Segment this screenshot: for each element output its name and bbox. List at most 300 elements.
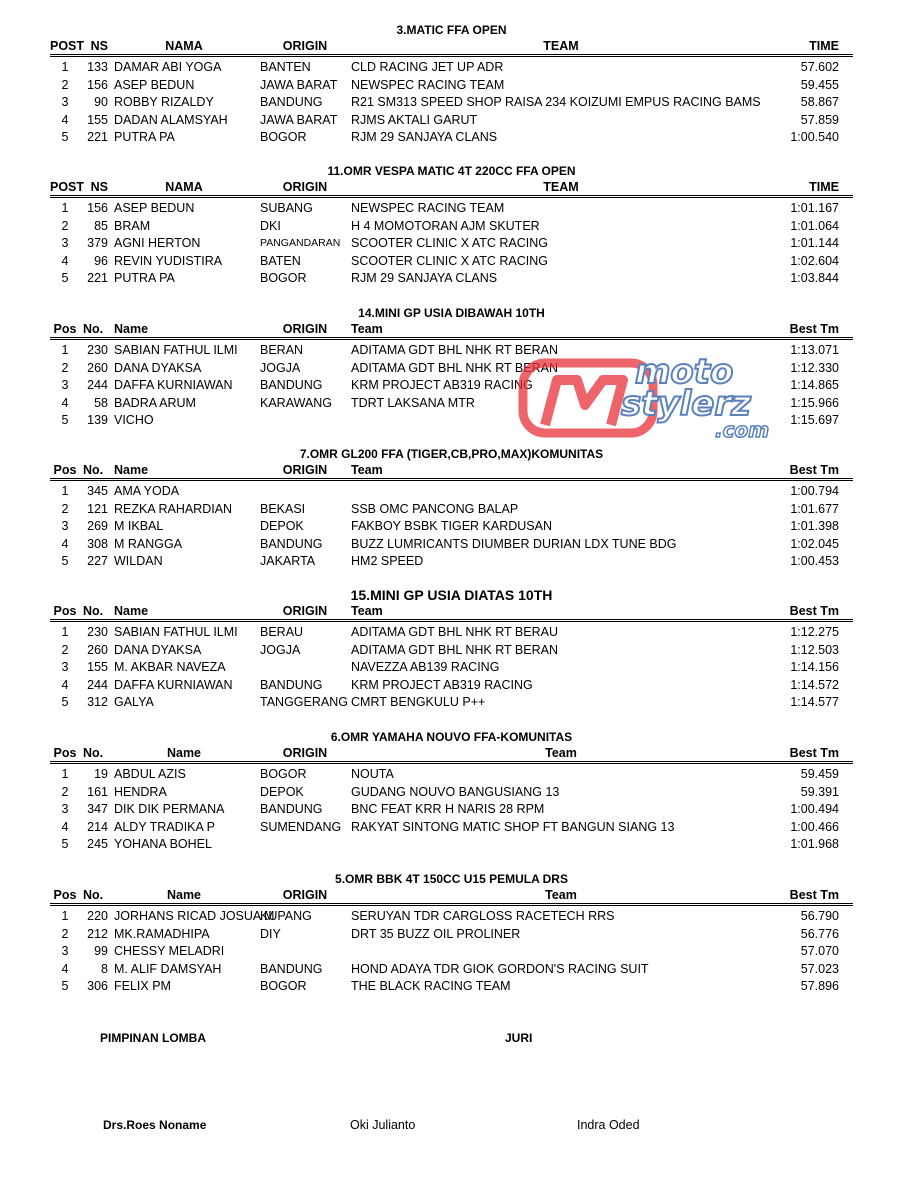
cell-time: 1:02.604	[790, 253, 839, 268]
table-header	[50, 745, 853, 764]
cell-pos: 5	[61, 271, 69, 285]
cell-time: 57.896	[800, 979, 839, 993]
cell-pos: 4	[61, 819, 69, 834]
header-name: Name	[114, 604, 149, 618]
cell-time: 1:12.275	[790, 625, 839, 639]
cell-name: ALDY TRADIKA P	[114, 819, 215, 834]
cell-time: 56.790	[800, 909, 839, 923]
cell-name: M RANGGA	[114, 536, 183, 551]
cell-team: HOND ADAYA TDR GIOK GORDON'S RACING SUIT	[351, 961, 649, 976]
cell-time: 1:15.966	[790, 395, 839, 410]
cell-pos: 1	[61, 767, 69, 781]
cell-pos: 4	[61, 961, 69, 976]
cell-time: 58.867	[800, 95, 839, 109]
header-number: No.	[83, 888, 104, 902]
header-pos: POST	[50, 39, 85, 53]
table-row	[50, 518, 853, 536]
cell-team: DRT 35 BUZZ OIL PROLINER	[351, 926, 521, 941]
cell-origin: KARAWANG	[260, 395, 332, 410]
header-time: Best Tm	[789, 746, 839, 760]
header-pos: Pos	[53, 888, 77, 902]
signature-3: Indra Oded	[577, 1118, 640, 1132]
cell-time: 1:15.697	[790, 413, 839, 427]
cell-time: 1:14.572	[790, 677, 839, 692]
cell-pos: 1	[61, 909, 69, 923]
cell-name: GALYA	[114, 695, 154, 709]
cell-origin: DEPOK	[260, 784, 304, 799]
section-title: 11.OMR VESPA MATIC 4T 220CC FFA OPEN	[327, 164, 576, 178]
header-pos: Pos	[53, 746, 77, 760]
cell-number: 121	[87, 501, 108, 516]
header-time: Best Tm	[789, 888, 839, 902]
cell-time: 57.070	[800, 944, 839, 958]
cell-origin: DIY	[260, 926, 281, 941]
cell-pos: 3	[61, 519, 69, 533]
race-section	[50, 163, 853, 288]
header-origin: ORIGIN	[282, 180, 328, 194]
section-title: 3.MATIC FFA OPEN	[396, 23, 507, 37]
header-pos: Pos	[53, 604, 77, 618]
cell-pos: 4	[61, 112, 69, 127]
motostylerz-watermark-logo	[515, 345, 790, 440]
cell-origin: BANDUNG	[260, 677, 323, 692]
cell-pos: 4	[61, 536, 69, 551]
header-number: NS	[90, 180, 108, 194]
cell-number: 230	[87, 343, 108, 357]
header-time: Best Tm	[789, 322, 839, 336]
cell-pos: 2	[61, 926, 69, 941]
cell-origin: PANGANDARAN	[260, 237, 341, 249]
header-pos: Pos	[53, 463, 77, 477]
cell-pos: 1	[61, 343, 69, 357]
cell-name: AGNI HERTON	[114, 236, 201, 250]
table-row	[50, 766, 853, 784]
cell-number: 312	[87, 695, 108, 709]
cell-name: ASEP BEDUN	[114, 77, 195, 92]
header-number: NS	[90, 39, 108, 53]
cell-team: ADITAMA GDT BHL NHK RT BERAU	[351, 625, 558, 639]
table-row	[50, 129, 853, 147]
cell-team: SERUYAN TDR CARGLOSS RACETECH RRS	[351, 909, 615, 923]
cell-number: 156	[87, 77, 108, 92]
cell-time: 1:03.844	[790, 271, 839, 285]
cell-number: 85	[94, 218, 108, 233]
cell-time: 1:01.968	[790, 837, 839, 851]
cell-pos: 3	[61, 944, 69, 958]
cell-pos: 1	[61, 201, 69, 215]
table-header	[50, 887, 853, 906]
section-title: 14.MINI GP USIA DIBAWAH 10TH	[358, 306, 545, 320]
cell-number: 99	[94, 944, 108, 958]
header-time: Best Tm	[789, 463, 839, 477]
race-section	[50, 22, 853, 147]
header-name: NAMA	[165, 39, 203, 53]
cell-number: 221	[87, 271, 108, 285]
cell-number: 244	[87, 677, 108, 692]
cell-name: M IKBAL	[114, 519, 164, 533]
section-title: 6.OMR YAMAHA NOUVO FFA-KOMUNITAS	[330, 730, 573, 744]
cell-pos: 5	[61, 695, 69, 709]
cell-origin: BOGOR	[260, 767, 307, 781]
cell-pos: 4	[61, 253, 69, 268]
header-team: TEAM	[543, 180, 579, 194]
cell-team: ADITAMA GDT BHL NHK RT BERAN	[351, 642, 558, 657]
cell-name: AMA YODA	[114, 484, 180, 498]
cell-team: BUZZ LUMRICANTS DIUMBER DURIAN LDX TUNE BDG	[351, 536, 677, 551]
header-origin: ORIGIN	[282, 888, 328, 902]
cell-pos: 2	[61, 784, 69, 799]
cell-time: 1:00.466	[790, 819, 839, 834]
table-row	[50, 801, 853, 819]
race-section	[50, 446, 853, 571]
cell-time: 1:01.144	[790, 236, 839, 250]
cell-team: SCOOTER CLINIC X ATC RACING	[351, 253, 549, 268]
cell-pos: 1	[61, 484, 69, 498]
cell-pos: 1	[61, 625, 69, 639]
race-section	[50, 871, 853, 996]
cell-number: 306	[87, 979, 108, 993]
cell-origin: JOGJA	[260, 642, 301, 657]
table-row	[50, 270, 853, 288]
cell-team: RJMS AKTALI GARUT	[351, 112, 478, 127]
header-team: Team	[351, 604, 383, 618]
cell-origin: BEKASI	[260, 501, 306, 516]
cell-origin: JOGJA	[260, 360, 301, 375]
header-team: Team	[545, 888, 577, 902]
cell-name: M. AKBAR NAVEZA	[114, 660, 226, 674]
cell-team: NEWSPEC RACING TEAM	[351, 77, 505, 92]
cell-name: SABIAN FATHUL ILMI	[114, 343, 238, 357]
header-name: Name	[114, 322, 149, 336]
cell-name: ROBBY RIZALDY	[114, 95, 214, 109]
cell-pos: 4	[61, 395, 69, 410]
cell-origin: DEPOK	[260, 519, 304, 533]
cell-pos: 5	[61, 130, 69, 144]
cell-name: BADRA ARUM	[114, 395, 196, 410]
table-row	[50, 642, 853, 660]
cell-number: 345	[87, 484, 108, 498]
cell-number: 214	[87, 819, 108, 834]
table-row	[50, 694, 853, 712]
cell-name: ASEP BEDUN	[114, 201, 195, 215]
table-header	[50, 38, 853, 57]
cell-name: JORHANS RICAD JOSUA M	[114, 909, 275, 923]
header-name: Name	[166, 888, 202, 902]
cell-number: 156	[87, 201, 108, 215]
header-team: Team	[351, 463, 383, 477]
table-row	[50, 926, 853, 944]
table-row	[50, 77, 853, 95]
cell-origin: TANGGERANG	[260, 695, 348, 709]
header-name: NAMA	[165, 180, 203, 194]
cell-name: YOHANA BOHEL	[114, 837, 212, 851]
cell-name: DAFFA KURNIAWAN	[114, 378, 233, 392]
cell-time: 56.776	[800, 926, 839, 941]
header-team: Team	[351, 322, 383, 336]
cell-time: 1:00.794	[790, 484, 839, 498]
cell-pos: 3	[61, 802, 69, 816]
cell-pos: 5	[61, 413, 69, 427]
cell-time: 1:00.453	[790, 554, 839, 568]
cell-time: 59.455	[800, 77, 839, 92]
race-section	[50, 729, 853, 854]
cell-number: 8	[101, 961, 108, 976]
cell-number: 227	[87, 554, 108, 568]
cell-name: WILDAN	[114, 554, 163, 568]
header-name: Name	[166, 746, 202, 760]
cell-origin: DKI	[260, 218, 281, 233]
table-header	[50, 603, 853, 622]
cell-time: 1:00.540	[790, 130, 839, 144]
cell-name: DAMAR ABI YOGA	[114, 60, 222, 74]
cell-pos: 3	[61, 95, 69, 109]
cell-origin: BOGOR	[260, 979, 307, 993]
cell-number: 308	[87, 536, 108, 551]
cell-team: CMRT BENGKULU P++	[351, 695, 486, 709]
cell-team: ADITAMA GDT BHL NHK RT BERAN	[351, 343, 558, 357]
table-row	[50, 978, 853, 996]
cell-number: 161	[87, 784, 108, 799]
table-row	[50, 624, 853, 642]
cell-team: BNC FEAT KRR H NARIS 28 RPM	[351, 802, 545, 816]
signature-2: Oki Julianto	[350, 1118, 416, 1132]
cell-pos: 5	[61, 979, 69, 993]
cell-time: 1:12.330	[790, 360, 839, 375]
table-row	[50, 836, 853, 854]
table-row	[50, 94, 853, 112]
cell-name: DADAN ALAMSYAH	[114, 112, 228, 127]
cell-name: HENDRA	[114, 784, 167, 799]
cell-time: 1:02.045	[790, 536, 839, 551]
cell-pos: 2	[61, 77, 69, 92]
cell-number: 379	[87, 236, 108, 250]
watermark-stylerz-text: stylerz	[621, 384, 751, 424]
cell-number: 133	[87, 60, 108, 74]
cell-time: 1:01.064	[790, 218, 839, 233]
cell-origin: JAWA BARAT	[260, 77, 338, 92]
cell-team: CLD RACING JET UP ADR	[351, 60, 504, 74]
section-title: 15.MINI GP USIA DIATAS 10TH	[350, 587, 553, 603]
cell-team: KRM PROJECT AB319 RACING	[351, 378, 533, 392]
table-row	[50, 961, 853, 979]
section-title: 7.OMR GL200 FFA (TIGER,CB,PRO,MAX)KOMUNITAS	[299, 447, 604, 461]
cell-name: PUTRA PA	[114, 271, 175, 285]
cell-origin: JAWA BARAT	[260, 112, 338, 127]
header-pos: Pos	[53, 322, 77, 336]
cell-team: NOUTA	[351, 767, 394, 781]
cell-number: 19	[94, 767, 108, 781]
cell-name: SABIAN FATHUL ILMI	[114, 625, 238, 639]
cell-number: 58	[94, 395, 108, 410]
cell-origin: BERAU	[260, 625, 304, 639]
table-row	[50, 536, 853, 554]
cell-number: 244	[87, 378, 108, 392]
table-header	[50, 462, 853, 481]
cell-origin: BOGOR	[260, 130, 307, 144]
cell-origin: BANDUNG	[260, 802, 323, 816]
cell-time: 57.023	[800, 961, 839, 976]
cell-number: 220	[87, 909, 108, 923]
cell-team: R21 SM313 SPEED SHOP RAISA 234 KOIZUMI EMPUS RACING BAMS	[351, 95, 761, 109]
cell-name: MK.RAMADHIPA	[114, 926, 210, 941]
cell-name: DANA DYAKSA	[114, 360, 202, 375]
cell-time: 1:13.071	[790, 343, 839, 357]
header-time: TIME	[809, 180, 839, 194]
cell-origin: BERAN	[260, 343, 304, 357]
cell-number: 155	[87, 112, 108, 127]
table-row	[50, 784, 853, 802]
footer-left-label: PIMPINAN LOMBA	[100, 1031, 206, 1045]
footer-jury-label: JURI	[505, 1031, 533, 1045]
cell-origin: SUBANG	[260, 201, 313, 215]
cell-origin: BANTEN	[260, 60, 311, 74]
cell-name: ABDUL AZIS	[114, 767, 186, 781]
cell-team: THE BLACK RACING TEAM	[351, 979, 511, 993]
section-title: 5.OMR BBK 4T 150CC U15 PEMULA DRS	[335, 872, 568, 886]
header-number: No.	[83, 746, 104, 760]
header-time: Best Tm	[789, 604, 839, 618]
table-row	[50, 501, 853, 519]
cell-number: 139	[87, 413, 108, 427]
cell-time: 57.602	[800, 60, 839, 74]
header-number: No.	[83, 604, 104, 618]
cell-name: CHESSY MELADRI	[114, 944, 225, 958]
cell-time: 1:01.167	[790, 201, 839, 215]
table-row	[50, 483, 853, 501]
cell-time: 59.391	[800, 784, 839, 799]
header-team: Team	[545, 746, 577, 760]
cell-team: NEWSPEC RACING TEAM	[351, 201, 505, 215]
cell-origin: BANDUNG	[260, 378, 323, 392]
header-origin: ORIGIN	[282, 604, 328, 618]
cell-number: 96	[94, 253, 108, 268]
header-origin: ORIGIN	[282, 322, 328, 336]
signature-1: Drs.Roes Noname	[103, 1118, 207, 1132]
cell-number: 90	[94, 95, 108, 109]
cell-origin: BANDUNG	[260, 961, 323, 976]
header-number: No.	[83, 463, 104, 477]
cell-origin: BOGOR	[260, 271, 307, 285]
header-origin: ORIGIN	[282, 746, 328, 760]
table-row	[50, 59, 853, 77]
cell-time: 1:01.677	[790, 501, 839, 516]
cell-time: 1:12.503	[790, 642, 839, 657]
cell-team: HM2 SPEED	[351, 554, 424, 568]
cell-number: 221	[87, 130, 108, 144]
cell-pos: 3	[61, 660, 69, 674]
cell-name: REZKA RAHARDIAN	[114, 501, 233, 516]
table-row	[50, 677, 853, 695]
cell-pos: 3	[61, 378, 69, 392]
cell-name: DIK DIK PERMANA	[114, 802, 225, 816]
cell-pos: 5	[61, 837, 69, 851]
cell-name: FELIX PM	[114, 979, 171, 993]
cell-team: SSB OMC PANCONG BALAP	[351, 501, 519, 516]
cell-origin: SUMENDANG	[260, 819, 342, 834]
cell-origin: BANDUNG	[260, 536, 323, 551]
cell-time: 1:01.398	[790, 519, 839, 533]
table-row	[50, 200, 853, 218]
cell-name: REVIN YUDISTIRA	[114, 253, 223, 268]
header-team: TEAM	[543, 39, 579, 53]
cell-team: KRM PROJECT AB319 RACING	[351, 677, 533, 692]
cell-team: H 4 MOMOTORAN AJM SKUTER	[351, 218, 540, 233]
header-name: Name	[114, 463, 149, 477]
header-origin: ORIGIN	[282, 463, 328, 477]
table-row	[50, 253, 853, 271]
cell-name: DANA DYAKSA	[114, 642, 202, 657]
cell-time: 59.459	[800, 767, 839, 781]
cell-pos: 1	[61, 60, 69, 74]
cell-team: FAKBOY BSBK TIGER KARDUSAN	[351, 519, 552, 533]
cell-name: VICHO	[114, 413, 154, 427]
cell-pos: 2	[61, 360, 69, 375]
cell-pos: 5	[61, 554, 69, 568]
table-row	[50, 908, 853, 926]
cell-team: NAVEZZA AB139 RACING	[351, 660, 500, 674]
cell-pos: 4	[61, 677, 69, 692]
cell-pos: 2	[61, 218, 69, 233]
cell-name: PUTRA PA	[114, 130, 175, 144]
table-row	[50, 235, 853, 253]
cell-team: TDRT LAKSANA MTR	[351, 395, 475, 410]
cell-number: 260	[87, 360, 108, 375]
cell-time: 57.859	[800, 112, 839, 127]
cell-time: 1:14.865	[790, 378, 839, 392]
cell-origin: JAKARTA	[260, 554, 316, 568]
cell-name: DAFFA KURNIAWAN	[114, 677, 233, 692]
table-row	[50, 553, 853, 571]
cell-origin: KUPANG	[260, 909, 312, 923]
watermark-com-text: .com	[715, 418, 770, 442]
cell-number: 212	[87, 926, 108, 941]
cell-number: 347	[87, 802, 108, 816]
cell-number: 269	[87, 519, 108, 533]
table-row	[50, 659, 853, 677]
cell-team: RJM 29 SANJAYA CLANS	[351, 130, 498, 144]
cell-time: 1:00.494	[790, 802, 839, 816]
cell-pos: 2	[61, 642, 69, 657]
race-section	[50, 587, 853, 712]
header-number: No.	[83, 322, 104, 336]
cell-team: SCOOTER CLINIC X ATC RACING	[351, 236, 549, 250]
cell-number: 155	[87, 660, 108, 674]
table-row	[50, 218, 853, 236]
cell-team: GUDANG NOUVO BANGUSIANG 13	[351, 784, 560, 799]
cell-origin: BANDUNG	[260, 95, 323, 109]
table-row	[50, 112, 853, 130]
cell-pos: 2	[61, 501, 69, 516]
header-origin: ORIGIN	[282, 39, 328, 53]
header-pos: POST	[50, 180, 85, 194]
cell-number: 245	[87, 837, 108, 851]
cell-team: RJM 29 SANJAYA CLANS	[351, 271, 498, 285]
cell-number: 260	[87, 642, 108, 657]
cell-pos: 3	[61, 236, 69, 250]
watermark-moto-text: moto	[635, 352, 734, 392]
cell-name: M. ALIF DAMSYAH	[114, 961, 222, 976]
cell-number: 230	[87, 625, 108, 639]
cell-time: 1:14.577	[790, 695, 839, 709]
cell-team: RAKYAT SINTONG MATIC SHOP FT BANGUN SIANG 13	[351, 819, 675, 834]
cell-time: 1:14.156	[790, 660, 839, 674]
table-row	[50, 819, 853, 837]
table-header	[50, 321, 853, 340]
cell-name: BRAM	[114, 218, 151, 233]
table-row	[50, 943, 853, 961]
cell-team: ADITAMA GDT BHL NHK RT BERAN	[351, 360, 558, 375]
cell-origin: BATEN	[260, 253, 301, 268]
